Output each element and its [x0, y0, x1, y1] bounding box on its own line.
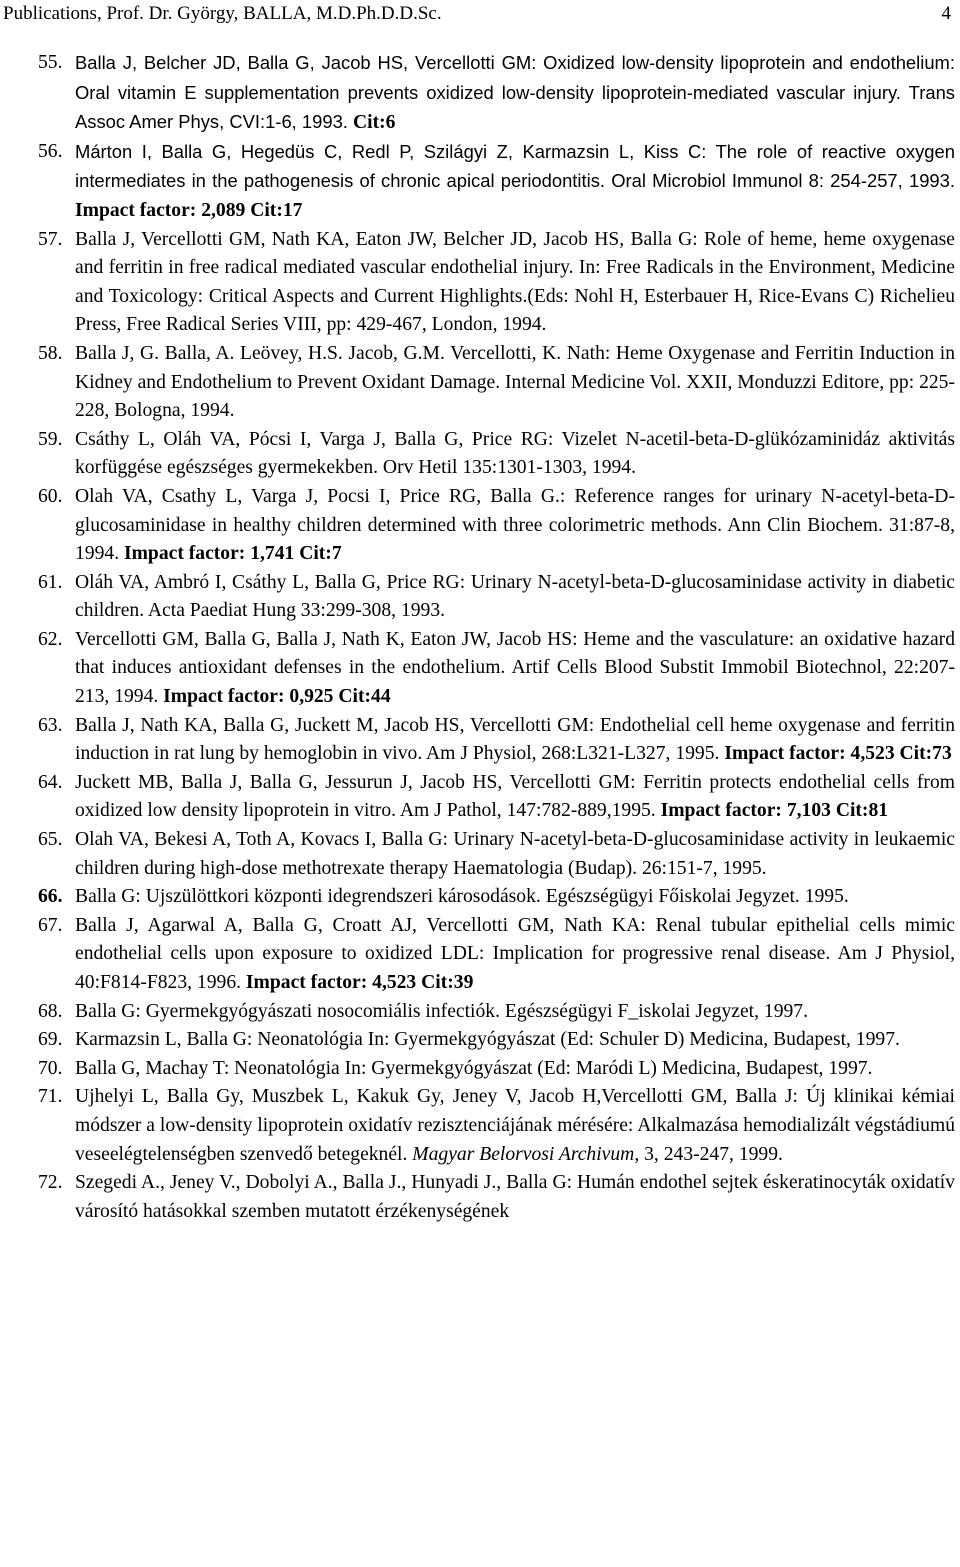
reference-list [0, 49, 960, 1226]
impact-citation: Impact factor: 1,741 Cit:7 [123, 543, 342, 565]
reference-number: 55. [38, 52, 63, 73]
reference-number: 64. [38, 771, 63, 793]
reference-segment: Karmazsin L, Balla G: Neonatológia In: Gyermekgyógyászat (Ed: Schuler D) Medicina, Budapest, 1997. [75, 1029, 900, 1051]
reference-segment: Balla J, Belcher JD, Balla G, Jacob HS, Vercellotti GM: Oxidized low-density lipoprotein and endothelium: Oral vitamin E supplementation prevents oxidized low-density lipoprotein-mediated vascular injury. Trans Assoc Amer Phys, CVI:1-6, 1993. [75, 52, 955, 133]
reference-segment: Márton I, Balla G, Hegedüs C, Redl P, Szilágyi Z, Karmazsin L, Kiss C: The role of reactive oxygen intermediates in the pathogenesis of chronic apical periodontitis. Oral Microbiol Immunol 8: 254-257, 1993. [75, 140, 955, 192]
reference-item [0, 712, 955, 769]
reference-number: 66. [38, 886, 63, 908]
reference-text [75, 998, 955, 1027]
page-number: 4 [941, 3, 951, 24]
impact-citation: Impact factor: 2,089 Cit:17 [75, 199, 303, 221]
reference-item [0, 1169, 955, 1226]
reference-number: 62. [38, 628, 63, 650]
reference-item [0, 483, 955, 569]
reference-number: 60. [38, 485, 63, 507]
reference-segment: Szegedi A., Jeney V., Dobolyi A., Balla J., Hunyadi J., Balla G: Humán endothel sejtek éskeratinocyták oxidatív városító hatásokkal szemben mutatott érzékenységének [75, 1172, 955, 1222]
reference-number: 71. [38, 1086, 63, 1108]
reference-item [0, 340, 955, 426]
reference-number: 68. [38, 1000, 63, 1022]
page-header [3, 2, 951, 26]
impact-citation: Impact factor: 4,523 Cit:73 [724, 743, 952, 765]
reference-item [0, 569, 955, 626]
reference-item [0, 769, 955, 826]
reference-item [0, 1083, 955, 1169]
journal-title: Magyar Belorvosi Archivum [412, 1143, 635, 1165]
reference-segment: Balla J, Agarwal A, Balla G, Croatt AJ, Vercellotti GM, Nath KA: Renal tubular epithelial cells mimic endothelial cells upon exposure to oxidized LDL: Implication for progressive renal disease. Am J Physiol, 40:F814-F823, 1996. [75, 914, 955, 993]
header-title: Publications, Prof. Dr. György, BALLA, M.D.Ph.D.D.Sc. [3, 3, 442, 24]
reference-text [75, 340, 955, 426]
reference-segment: Csáthy L, Oláh VA, Pócsi I, Varga J, Balla G, Price RG: Vizelet N-acetil-beta-D-glükózaminidáz aktivitás korfüggése egészséges gyermekekben. Orv Hetil 135:1301-1303, 1994. [75, 428, 955, 479]
reference-text [75, 1169, 955, 1226]
reference-number: 56. [38, 140, 63, 162]
reference-text [75, 569, 955, 626]
reference-segment: Vercellotti GM, Balla G, Balla J, Nath K, Eaton JW, Jacob HS: Heme and the vasculature: an oxidative hazard that induces antioxidant defenses in the endothelium. Artif Cells Blood Substit Immobil Biotechnol, 22:207-213, 1994. [75, 628, 955, 708]
reference-item [0, 426, 955, 483]
impact-citation: Impact factor: 4,523 Cit:39 [245, 972, 474, 993]
impact-citation: Impact factor: 0,925 Cit:44 [163, 686, 391, 708]
reference-number: 70. [38, 1057, 63, 1079]
reference-text [75, 1083, 955, 1169]
reference-number: 67. [38, 914, 63, 936]
reference-text [75, 426, 955, 483]
reference-text [75, 1055, 955, 1084]
reference-text [75, 712, 955, 769]
reference-segment: Olah VA, Csathy L, Varga J, Pocsi I, Price RG, Balla G.: Reference ranges for urinary N-acetyl-beta-D-glucosaminidase in healthy children determined with three colorimetric methods. Ann Clin Biochem. 31:87-8, 1994. [75, 485, 955, 565]
reference-item [0, 912, 955, 998]
reference-number: 57. [38, 228, 63, 250]
reference-segment: Balla J, Vercellotti GM, Nath KA, Eaton JW, Belcher JD, Jacob HS, Balla G: Role of heme, heme oxygenase and ferritin in free radical mediated vascular endothelial injury. In: Free Radicals in the Environment, Medicine and Toxicology: Critical Aspects and Current Highlights.(Eds: Nohl H, Esterbauer H, Rice-Evans C) Richelieu Press, Free Radical Series VIII, pp: 429-467, London, 1994. [75, 228, 955, 336]
reference-segment: Balla G: Ujszülöttkori központi idegrendszeri károsodások. Egészségügyi Főiskolai Jegyzet. 1995. [75, 886, 849, 908]
reference-text [75, 226, 955, 340]
reference-segment: Ujhelyi L, Balla Gy, Muszbek L, Kakuk Gy, Jeney V, Jacob H,Vercellotti GM, Balla J: Új klinikai kémiai módszer a low-density lipoprotein oxidatív rezisztenciájának mérésére: Alkalmazása hemodializált végstádiumú veseelégtelenségben szenvedő betegeknél. [75, 1086, 955, 1165]
reference-number: 65. [38, 829, 63, 851]
reference-segment: Balla J, G. Balla, A. Leövey, H.S. Jacob, G.M. Vercellotti, K. Nath: Heme Oxygenase and Ferritin Induction in Kidney and Endothelium to Prevent Oxidant Damage. Internal Medicine Vol. XXII, Monduzzi Editore, pp: 225-228, Bologna, 1994. [75, 342, 955, 422]
reference-text [75, 626, 955, 712]
reference-item [0, 1026, 955, 1055]
reference-number: 61. [38, 571, 63, 593]
reference-item [0, 226, 955, 340]
reference-item [0, 998, 955, 1027]
reference-number: 72. [38, 1172, 63, 1194]
reference-number: 63. [38, 714, 63, 736]
reference-text [75, 1026, 955, 1055]
reference-item [0, 138, 955, 226]
reference-text [75, 826, 955, 883]
reference-number: 58. [38, 342, 63, 364]
reference-text [75, 769, 955, 826]
reference-item [0, 1055, 955, 1084]
reference-number: 69. [38, 1029, 63, 1051]
reference-text [75, 483, 955, 569]
reference-number: 59. [38, 428, 63, 450]
reference-text [75, 912, 955, 998]
reference-segment: Balla G: Gyermekgyógyászati nosocomiális infectiók. Egészségügyi F_iskolai Jegyzet, 1997. [75, 1000, 808, 1022]
reference-item [0, 883, 955, 912]
reference-segment: Balla G, Machay T: Neonatológia In: Gyermekgyógyászat (Ed: Maródi L) Medicina, Budapest, 1997. [75, 1057, 873, 1079]
reference-segment: Balla J, Nath KA, Balla G, Juckett M, Jacob HS, Vercellotti GM: Endothelial cell heme oxygenase and ferritin induction in rat lung by hemoglobin in vivo. Am J Physiol, 268:L321-L327, 1995. [75, 714, 955, 765]
reference-item [0, 49, 955, 138]
impact-citation: Impact factor: 7,103 Cit:81 [660, 800, 889, 822]
impact-citation: Cit:6 [353, 112, 396, 134]
reference-segment: , 3, 243-247, 1999. [634, 1143, 783, 1165]
reference-segment: Oláh VA, Ambró I, Csáthy L, Balla G, Price RG: Urinary N-acetyl-beta-D-glucosaminidase activity in diabetic children. Acta Paediat Hung 33:299-308, 1993. [75, 571, 955, 622]
reference-item [0, 826, 955, 883]
reference-text [75, 883, 955, 912]
reference-segment: Juckett MB, Balla J, Balla G, Jessurun J, Jacob HS, Vercellotti GM: Ferritin protects endothelial cells from oxidized low density lipoprotein in vitro. Am J Pathol, 147:782-889,1995. [75, 771, 955, 822]
reference-text [75, 49, 955, 138]
reference-segment: Olah VA, Bekesi A, Toth A, Kovacs I, Balla G: Urinary N-acetyl-beta-D-glucosaminidase activity in leukaemic children during high-dose methotrexate therapy Haematologia (Budap). 26:151-7, 1995. [75, 829, 955, 879]
reference-item [0, 626, 955, 712]
reference-text [75, 138, 955, 226]
